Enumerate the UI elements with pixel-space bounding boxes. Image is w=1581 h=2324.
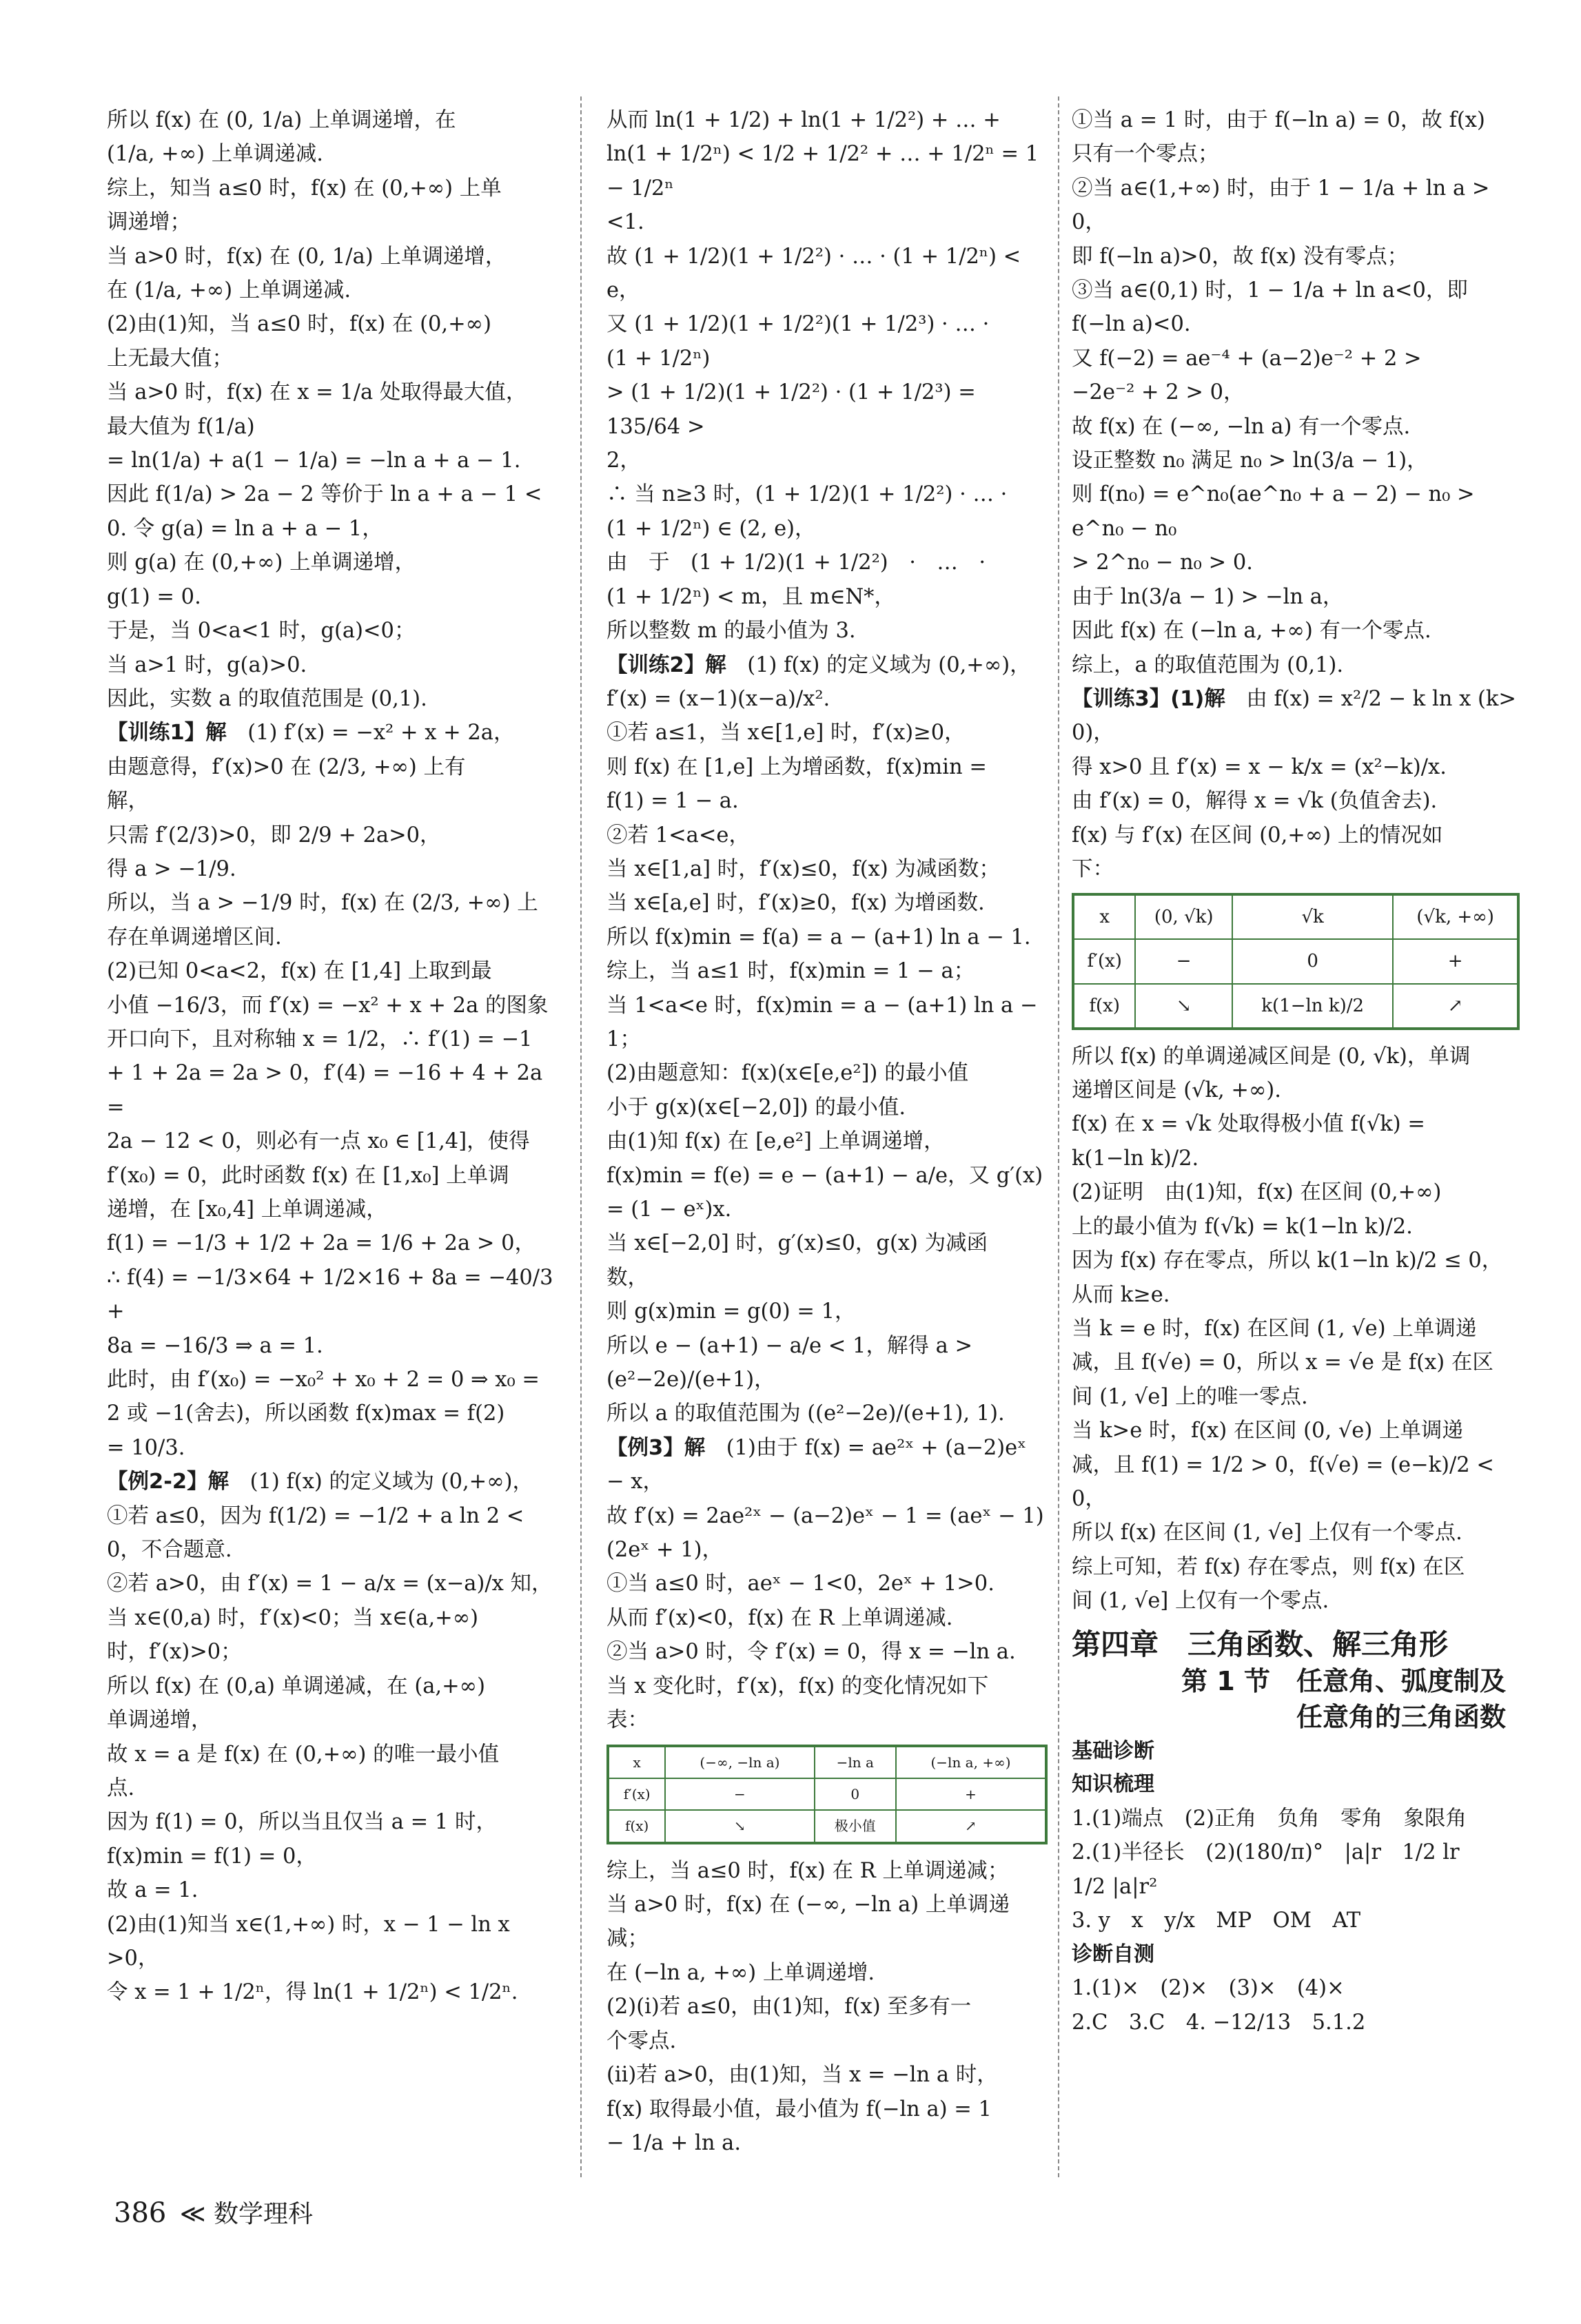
text-line: 由 f′(x) = 0，解得 x = √k (负值舍去). <box>1072 789 1438 814</box>
text-line: 减，且 f(1) = 1/2 > 0，f(√e) = (e−k)/2 < 0， <box>1072 1452 1501 1511</box>
text-line: 3. y x y/x MP OM AT <box>1072 1909 1361 1933</box>
text-line: 故 a = 1. <box>107 1878 198 1903</box>
text-line: 在 (1/a, +∞) 上单调递减. <box>107 278 351 303</box>
variation-table-2 <box>1072 893 1520 1029</box>
text-line: 所以 e − (a+1) − a/e < 1，解得 a > (e²−2e)/(e+1)， <box>606 1333 979 1392</box>
text-line: f(x) 在 x = √k 处取得极小值 f(√k) = <box>1072 1112 1425 1137</box>
table-cell: x <box>608 1746 665 1778</box>
text-line: 上的最小值为 f(√k) = k(1−ln k)/2. <box>1072 1214 1413 1239</box>
text-line: ①若 a≤1，当 x∈[1,e] 时，f′(x)≥0， <box>606 721 966 745</box>
text-line: 则 g(a) 在 (0,+∞) 上单调递增， <box>107 551 416 575</box>
text-line: 当 a>0 时，f(x) 在 (0, 1/a) 上单调递增， <box>107 244 507 269</box>
table-cell: (−ln a, +∞) <box>896 1746 1046 1778</box>
text-line: 又 f(−2) = ae⁻⁴ + (a−2)e⁻² + 2 > <box>1072 346 1422 371</box>
text-line: −2e⁻² + 2 > 0， <box>1072 380 1245 405</box>
table-cell: 0 <box>1232 939 1393 983</box>
text-line: (2)证明 由(1)知，f(x) 在区间 (0,+∞) <box>1072 1180 1442 1205</box>
text-line: 调递增； <box>107 210 191 235</box>
text-line: 1.(1)× (2)× (3)× (4)× <box>1072 1976 1345 2001</box>
text-line: 于是，当 0<a<1 时，g(a)<0； <box>107 619 416 644</box>
text-line: 因为 f(1) = 0，所以当且仅当 a = 1 时， <box>107 1810 497 1835</box>
table-row <box>608 1746 1046 1778</box>
text-line: > 2^n₀ − n₀ > 0. <box>1072 551 1253 575</box>
text-line: 存在单调递增区间. <box>107 925 282 949</box>
text-line: 表： <box>606 1708 649 1733</box>
text-line: = ln(1/a) + a(1 − 1/a) = −ln a + a − 1. <box>107 449 521 473</box>
page-number: 386 <box>114 2197 167 2229</box>
text-line: f(1) = −1/3 + 1/2 + 2a = 1/6 + 2a > 0， <box>107 1231 536 1256</box>
column-divider-2 <box>1058 96 1059 2177</box>
column-1 <box>107 103 562 2010</box>
text-line: (1/a, +∞) 上单调递减. <box>107 142 323 167</box>
text-line: 1； <box>606 1027 641 1051</box>
text-line: 时，f′(x)>0； <box>107 1640 242 1665</box>
text-line: 因此 f(1/a) > 2a − 2 等价于 ln a + a − 1 < <box>107 482 542 507</box>
knowledge-heading: 知识梳理 <box>1072 1772 1154 1797</box>
chapter-title: 第四章 三角函数、解三角形 <box>1072 1627 1449 1661</box>
text-line: 故 (1 + 1/2)(1 + 1/2²) · … · (1 + 1/2ⁿ) < <box>606 244 1021 269</box>
text-line: 因此 f(x) 在 (−ln a, +∞) 有一个零点. <box>1072 619 1431 644</box>
text-line: (2eˣ + 1)， <box>606 1538 724 1563</box>
text-line: 解， <box>107 789 149 814</box>
text-line: 【训练2】解 (1) f(x) 的定义域为 (0,+∞)， <box>606 652 1031 677</box>
text-line: 综上，当 a≤1 时，f(x)min = 1 − a； <box>606 959 975 984</box>
column-3-part-b <box>1072 1040 1520 1618</box>
text-line: ②当 a>0 时，令 f′(x) = 0，得 x = −ln a. <box>606 1640 1016 1665</box>
table-cell: −ln a <box>815 1746 897 1778</box>
text-line: 此时，由 f′(x₀) = −x₀² + x₀ + 2 = 0 ⇒ x₀ = <box>107 1368 540 1392</box>
problem-tag: 【例3】解 <box>606 1435 706 1460</box>
text-line: 2.(1)半径长 (2)(180/π)° |a|r 1/2 lr <box>1072 1840 1460 1865</box>
text-line: 从而 k≥e. <box>1072 1282 1170 1307</box>
text-line: − x， <box>606 1470 664 1494</box>
column-3 <box>1072 103 1520 2039</box>
text-line: 综上，知当 a≤0 时，f(x) 在 (0,+∞) 上单 <box>107 176 502 200</box>
text-line: 1.(1)端点 (2)正角 负角 零角 象限角 <box>1072 1807 1467 1831</box>
text-line: 综上可知，若 f(x) 存在零点，则 f(x) 在区 <box>1072 1554 1465 1579</box>
page-footer <box>114 2194 313 2230</box>
table-cell: k(1−ln k)/2 <box>1232 984 1393 1029</box>
text-line: 设正整数 n₀ 满足 n₀ > ln(3/a − 1)， <box>1072 449 1428 473</box>
text-line: >0， <box>107 1946 159 1971</box>
text-line: 当 a>0 时，f(x) 在 x = 1/a 处取得最大值， <box>107 380 527 405</box>
column-divider-1 <box>580 96 582 2177</box>
text-line: 当 1<a<e 时，f(x)min = a − (a+1) ln a − <box>606 993 1038 1018</box>
table-cell: (0, √k) <box>1135 894 1232 939</box>
text-line: 0)， <box>1072 721 1114 745</box>
text-line: 0， <box>1072 210 1106 235</box>
text-line: 小值 −16/3，而 f′(x) = −x² + x + 2a 的图象 <box>107 993 549 1018</box>
table-cell: 0 <box>815 1778 897 1810</box>
column-3-part-a <box>1072 103 1520 886</box>
text-line: f′(x₀) = 0，此时函数 f(x) 在 [1,x₀] 上单调 <box>107 1163 509 1188</box>
text-line: (2)由(1)知，当 a≤0 时，f(x) 在 (0,+∞) <box>107 312 491 337</box>
text-line: (2)已知 0<a<2，f(x) 在 [1,4] 上取到最 <box>107 959 492 984</box>
text-line: e， <box>606 278 640 303</box>
text-line: 所以，当 a > −1/9 时，f(x) 在 (2/3, +∞) 上 <box>107 891 538 916</box>
text-line: 减，且 f(√e) = 0，所以 x = √e 是 f(x) 在区 <box>1072 1350 1493 1375</box>
selftest-answers <box>1072 1971 1520 2039</box>
text-line: 所以 f(x) 在区间 (1, √e] 上仅有一个零点. <box>1072 1521 1462 1545</box>
text-line: (2)(ⅰ)若 a≤0，由(1)知，f(x) 至多有一 <box>606 1995 972 2019</box>
text-line: ②若 1<a<e， <box>606 823 750 847</box>
table-cell: f′(x) <box>1073 939 1135 983</box>
table-cell: (√k, +∞) <box>1393 894 1518 939</box>
text-line: 【例2-2】解 (1) f(x) 的定义域为 (0,+∞)， <box>107 1470 534 1494</box>
text-line: ①当 a = 1 时，由于 f(−ln a) = 0，故 f(x) <box>1072 108 1485 132</box>
table-row <box>608 1810 1046 1842</box>
text-line: ∴ 当 n≥3 时，(1 + 1/2)(1 + 1/2²) · … · <box>606 482 1008 507</box>
text-line: 所以 f(x)min = f(a) = a − (a+1) ln a − 1. <box>606 925 1031 949</box>
text-line: 2 或 −1(舍去)，所以函数 f(x)max = f(2) <box>107 1401 505 1426</box>
table-cell: f(x) <box>608 1810 665 1842</box>
text-line: ③当 a∈(0,1) 时，1 − 1/a + ln a<0，即 <box>1072 278 1468 303</box>
variation-table-1 <box>606 1745 1048 1844</box>
text-line: f(−ln a)<0. <box>1072 312 1191 337</box>
text-line: f(x)min = f(e) = e − (a+1) − a/e，又 g′(x) <box>606 1163 1043 1188</box>
text-line: 单调递增， <box>107 1708 212 1733</box>
text-line: + 1 + 2a = 2a > 0，f′(4) = −16 + 4 + 2a = <box>107 1061 549 1120</box>
double-chevron-icon: ≪ <box>179 2200 206 2228</box>
text-line: 综上，当 a≤0 时，f(x) 在 R 上单调递减； <box>606 1858 1009 1883</box>
table-cell: − <box>1135 939 1232 983</box>
text-line: 当 a>1 时，g(a)>0. <box>107 652 307 677</box>
text-line: f′(x) = (x−1)(x−a)/x². <box>606 686 830 711</box>
text-line: 间 (1, √e] 上的唯一零点. <box>1072 1384 1308 1409</box>
text-line: 0. 令 g(a) = ln a + a − 1， <box>107 516 383 541</box>
text-line: 上无最大值； <box>107 346 233 371</box>
text-line: 2.C 3.C 4. −12/13 5.1.2 <box>1072 2010 1366 2035</box>
text-line: 当 x∈(0,a) 时，f′(x)<0；当 x∈(a,+∞) <box>107 1605 479 1630</box>
problem-tag: 【训练1】解 <box>107 721 227 745</box>
text-line: 【训练3】(1)解 由 f(x) = x²/2 − k ln x (k> <box>1072 686 1516 711</box>
text-line: f(1) = 1 − a. <box>606 789 739 814</box>
table-cell: (−∞, −ln a) <box>665 1746 814 1778</box>
text-line: (1 + 1/2ⁿ) < m，且 m∈N*， <box>606 584 895 609</box>
text-line: (2)由(1)知当 x∈(1,+∞) 时，x − 1 − ln x <box>107 1912 510 1937</box>
text-line: 间 (1, √e] 上仅有一个零点. <box>1072 1589 1329 1614</box>
text-line: f(x)min = f(1) = 0， <box>107 1844 317 1869</box>
text-line: 故 x = a 是 f(x) 在 (0,+∞) 的唯一最小值 <box>107 1742 500 1767</box>
column-2-part-a <box>606 103 1048 1738</box>
text-line: ②当 a∈(1,+∞) 时，由于 1 − 1/a + ln a > <box>1072 176 1490 200</box>
text-line: 从而 ln(1 + 1/2) + ln(1 + 1/2²) + … + <box>606 108 1001 132</box>
problem-tag: 【训练3】(1)解 <box>1072 686 1225 711</box>
text-line: 只需 f′(2/3)>0，即 2/9 + 2a>0， <box>107 823 441 847</box>
text-line: f(x) 取得最小值，最小值为 f(−ln a) = 1 <box>606 2097 992 2121</box>
text-line: 数， <box>606 1265 649 1290</box>
text-line: 当 k>e 时，f(x) 在区间 (0, √e) 上单调递 <box>1072 1419 1463 1443</box>
problem-tag: 【例2-2】解 <box>107 1470 229 1494</box>
text-line: 个零点. <box>606 2028 677 2053</box>
text-line: 综上，a 的取值范围为 (0,1). <box>1072 652 1344 677</box>
subject-label: 数学理科 <box>213 2200 313 2228</box>
table-cell: ↘ <box>665 1810 814 1842</box>
text-line: 1/2 |a|r² <box>1072 1874 1158 1899</box>
text-line: 由题意得，f′(x)>0 在 (2/3, +∞) 上有 <box>107 754 466 779</box>
text-line: 得 x>0 且 f′(x) = x − k/x = (x²−k)/x. <box>1072 754 1447 779</box>
text-line: 当 x 变化时，f′(x)，f(x) 的变化情况如下 <box>606 1674 989 1698</box>
text-line: 由于 ln(3/a − 1) > −ln a， <box>1072 584 1344 609</box>
text-line: 下： <box>1072 856 1114 881</box>
text-line: <1. <box>606 210 644 235</box>
text-line: 因此，实数 a 的取值范围是 (0,1). <box>107 686 427 711</box>
text-line: − 1/a + ln a. <box>606 2130 742 2155</box>
text-line: 【例3】解 (1)由于 f(x) = ae²ˣ + (a−2)eˣ <box>606 1435 1027 1460</box>
text-line: 小于 g(x)(x∈[−2,0]) 的最小值. <box>606 1095 906 1120</box>
text-line: 0，不合题意. <box>107 1538 232 1563</box>
knowledge-answers <box>1072 1802 1520 1938</box>
table-cell: f′(x) <box>608 1778 665 1810</box>
table-cell: x <box>1073 894 1135 939</box>
basics-heading: 基础诊断 <box>1072 1738 1154 1763</box>
problem-tag: 【训练2】解 <box>606 652 726 677</box>
text-line: 递增区间是 (√k, +∞). <box>1072 1078 1281 1103</box>
table-row <box>1073 939 1518 983</box>
table-cell: ↗ <box>1393 984 1518 1029</box>
text-line: 得 a > −1/9. <box>107 856 236 881</box>
table-row <box>608 1778 1046 1810</box>
text-line: 则 f(n₀) = e^n₀(ae^n₀ + a − 2) − n₀ > e^n₀ − n₀ <box>1072 482 1482 541</box>
text-line: (1 + 1/2ⁿ) <box>606 346 711 371</box>
table-cell: √k <box>1232 894 1393 939</box>
text-line: ②若 a>0，由 f′(x) = 1 − a/x = (x−a)/x 知， <box>107 1572 553 1596</box>
table-cell: + <box>896 1778 1046 1810</box>
text-line: 递增，在 [x₀,4] 上单调递减， <box>107 1197 387 1222</box>
section-title-line-1: 第 1 节 任意角、弧度制及 <box>1181 1666 1506 1697</box>
text-line: 故 f′(x) = 2ae²ˣ − (a−2)eˣ − 1 = (aeˣ − 1) <box>606 1503 1044 1528</box>
text-line: 所以 f(x) 的单调递减区间是 (0, √k)，单调 <box>1072 1044 1471 1069</box>
text-line: 开口向下，且对称轴 x = 1/2，∴ f′(1) = −1 <box>107 1027 533 1051</box>
text-line: = (1 − eˣ)x. <box>606 1197 732 1222</box>
text-line: 只有一个零点； <box>1072 142 1219 167</box>
text-line: 从而 f′(x)<0，f(x) 在 R 上单调递减. <box>606 1605 953 1630</box>
text-line: = 10/3. <box>107 1435 185 1460</box>
text-line: 当 a>0 时，f(x) 在 (−∞, −ln a) 上单调递 <box>606 1893 1010 1917</box>
section-title-line-2: 任意角的三角函数 <box>1296 1701 1506 1732</box>
text-line: 则 f(x) 在 [1,e] 上为增函数，f(x)min = <box>606 754 987 779</box>
text-line: 即 f(−ln a)>0，故 f(x) 没有零点； <box>1072 244 1409 269</box>
table-cell: + <box>1393 939 1518 983</box>
text-line: ln(1 + 1/2ⁿ) < 1/2 + 1/2² + … + 1/2ⁿ = 1 − 1/2ⁿ <box>606 142 1046 200</box>
table-cell: f(x) <box>1073 984 1135 1029</box>
text-line: 故 f(x) 在 (−∞, −ln a) 有一个零点. <box>1072 414 1411 439</box>
table-cell: 极小值 <box>815 1810 897 1842</box>
table-row <box>1073 984 1518 1029</box>
table-cell: ↘ <box>1135 984 1232 1029</box>
text-line: > (1 + 1/2)(1 + 1/2²) · (1 + 1/2³) = 135/64 > <box>606 380 983 439</box>
text-line: 最大值为 f(1/a) <box>107 414 255 439</box>
text-line: 当 x∈[a,e] 时，f′(x)≥0，f(x) 为增函数. <box>606 891 985 916</box>
text-line: 2， <box>606 449 641 473</box>
text-line: 当 x∈[1,a] 时，f′(x)≤0，f(x) 为减函数； <box>606 856 1000 881</box>
text-line: g(1) = 0. <box>107 584 201 609</box>
text-line: 令 x = 1 + 1/2ⁿ，得 ln(1 + 1/2ⁿ) < 1/2ⁿ. <box>107 1980 518 2005</box>
text-line: 所以 a 的取值范围为 ((e²−2e)/(e+1), 1). <box>606 1401 1005 1426</box>
text-line: 则 g(x)min = g(0) = 1， <box>606 1299 856 1324</box>
table-row <box>1073 894 1518 939</box>
text-line: 当 x∈[−2,0] 时，g′(x)≤0，g(x) 为减函 <box>606 1231 988 1256</box>
text-line: ∴ f(4) = −1/3×64 + 1/2×16 + 8a = −40/3 + <box>107 1265 560 1324</box>
text-line: 8a = −16/3 ⇒ a = 1. <box>107 1333 323 1358</box>
text-line: 由(1)知 f(x) 在 [e,e²] 上单调递增， <box>606 1129 945 1154</box>
text-line: (2)由题意知：f(x)(x∈[e,e²]) 的最小值 <box>606 1061 969 1086</box>
text-line: (ⅱ)若 a>0，由(1)知，当 x = −ln a 时， <box>606 2063 998 2088</box>
text-line: f(x) 与 f′(x) 在区间 (0,+∞) 上的情况如 <box>1072 823 1443 847</box>
selftest-heading: 诊断自测 <box>1072 1942 1154 1966</box>
text-line: 点. <box>107 1776 135 1800</box>
column-2 <box>606 103 1048 2160</box>
text-line: (1 + 1/2ⁿ) ∈ (2, e)， <box>606 516 816 541</box>
text-line: 因为 f(x) 存在零点，所以 k(1−ln k)/2 ≤ 0， <box>1072 1248 1503 1273</box>
text-line: 又 (1 + 1/2)(1 + 1/2²)(1 + 1/2³) · … · <box>606 312 990 337</box>
column-2-part-b <box>606 1854 1048 2161</box>
text-line: ①若 a≤0，因为 f(1/2) = −1/2 + a ln 2 < <box>107 1503 524 1528</box>
text-line: 2a − 12 < 0，则必有一点 x₀ ∈ [1,4]，使得 <box>107 1129 530 1154</box>
text-line: 所以 f(x) 在 (0,a) 单调递减，在 (a,+∞) <box>107 1674 485 1698</box>
text-line: 在 (−ln a, +∞) 上单调递增. <box>606 1960 875 1985</box>
text-line: 当 k = e 时，f(x) 在区间 (1, √e) 上单调递 <box>1072 1316 1477 1341</box>
text-line: 减； <box>606 1926 649 1951</box>
text-line: 所以整数 m 的最小值为 3. <box>606 619 856 644</box>
text-line: 所以 f(x) 在 (0, 1/a) 上单调递增，在 <box>107 108 456 132</box>
text-line: ①当 a≤0 时，aeˣ − 1<0，2eˣ + 1>0. <box>606 1572 994 1596</box>
text-line: k(1−ln k)/2. <box>1072 1146 1199 1171</box>
text-line: 【训练1】解 (1) f′(x) = −x² + x + 2a， <box>107 721 515 745</box>
text-line: 由 于 (1 + 1/2)(1 + 1/2²) · … · <box>606 551 986 575</box>
table-cell: ↗ <box>896 1810 1046 1842</box>
table-cell: − <box>665 1778 814 1810</box>
